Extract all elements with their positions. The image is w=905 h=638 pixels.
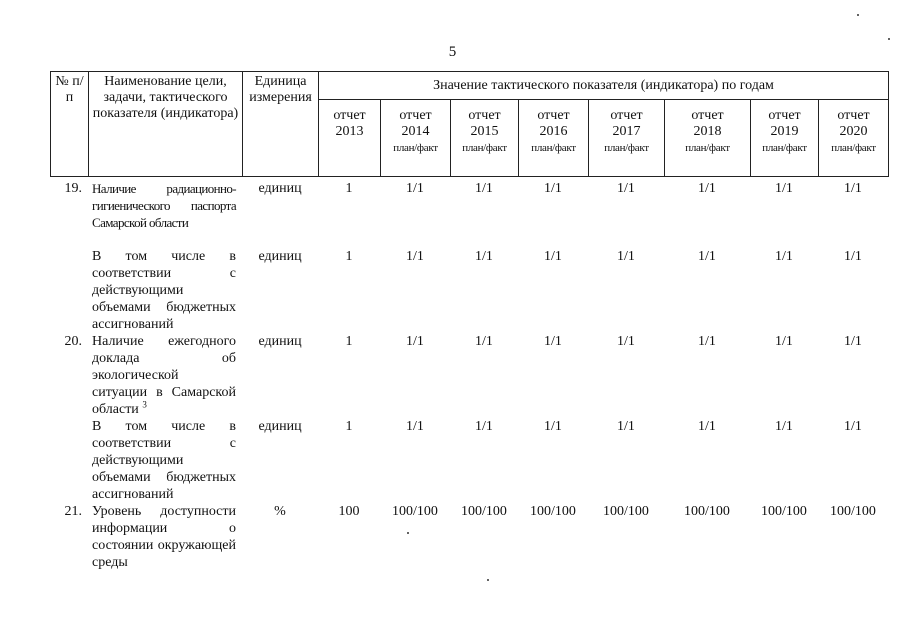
footnote-marker: 3 [142, 399, 147, 410]
table-header [50, 71, 889, 177]
header-year-label: отчет [768, 108, 801, 123]
value-cell-2020: 1/1 [844, 334, 862, 349]
header-year-2019 [751, 100, 819, 177]
indicator-name [88, 418, 242, 503]
page-number: 5 [448, 44, 457, 60]
table-row [50, 180, 888, 248]
row-number [50, 248, 88, 333]
header-year-label: отчет [333, 108, 366, 123]
header-year-plan-fact: план/факт [531, 142, 576, 154]
header-year-2017 [589, 100, 665, 177]
header-year-value: 2014 [401, 124, 430, 139]
value-cell-2020: 1/1 [844, 181, 862, 196]
value-cell-2017: 100/100 [603, 504, 649, 519]
value-cell-2017: 1/1 [617, 334, 635, 349]
header-year-2018 [665, 100, 751, 177]
value-cell-2017: 1/1 [617, 249, 635, 264]
indicator-name [88, 333, 242, 418]
value-cell-2018: 100/100 [684, 504, 730, 519]
header-year-value: 2017 [612, 124, 641, 139]
row-number [50, 418, 88, 503]
header-col-unit: Единица измерения [243, 72, 319, 177]
header-year-value: 2019 [770, 124, 799, 139]
indicator-name [88, 248, 242, 333]
header-year-2016 [519, 100, 589, 177]
value-cell-2014: 1/1 [406, 419, 424, 434]
unit-cell: единиц [258, 419, 302, 434]
header-year-value: 2016 [539, 124, 568, 139]
header-year-2013 [319, 100, 381, 177]
indicator-name [88, 503, 242, 583]
scan-speck [407, 532, 409, 534]
header-year-label: отчет [537, 108, 570, 123]
header-year-label: отчет [610, 108, 643, 123]
value-cell-2019: 1/1 [775, 181, 793, 196]
value-cell-2014: 1/1 [406, 249, 424, 264]
unit-cell: единиц [258, 181, 302, 196]
scan-speck [888, 38, 890, 40]
header-year-value: 2020 [839, 124, 868, 139]
header-year-2015 [451, 100, 519, 177]
value-cell-2020: 1/1 [844, 419, 862, 434]
header-year-label: отчет [691, 108, 724, 123]
value-cell-2019: 100/100 [761, 504, 807, 519]
indicator-name-text: В том числе в соответствии с действующими объемами бюджетных ассигнований [92, 249, 236, 332]
unit-cell: % [274, 504, 286, 519]
indicator-name-text: Уровень доступности информации о состоянии окружающей среды [92, 504, 236, 570]
value-cell-2015: 1/1 [475, 419, 493, 434]
value-cell-2018: 1/1 [698, 334, 716, 349]
indicator-name-text: Наличие радиационно-гигиенического паспорта Самарской области [92, 181, 236, 230]
header-year-value: 2018 [693, 124, 722, 139]
header-year-value: 2015 [470, 124, 499, 139]
value-cell-2018: 1/1 [698, 181, 716, 196]
header-col-name: Наименование цели, задачи, тактического показателя (индикатора) [89, 72, 243, 177]
value-cell-2015: 100/100 [461, 504, 507, 519]
header-year-plan-fact: план/факт [393, 142, 438, 154]
value-cell-2016: 1/1 [544, 181, 562, 196]
scan-speck [857, 14, 859, 16]
value-cell-2016: 100/100 [530, 504, 576, 519]
value-cell-2013: 1 [345, 181, 353, 196]
unit-cell: единиц [258, 249, 302, 264]
value-cell-2020: 100/100 [830, 504, 876, 519]
header-col-values: Значение тактического показателя (индикатора) по годам [319, 72, 889, 100]
scan-speck [487, 579, 489, 581]
header-year-plan-fact: план/факт [831, 142, 876, 154]
indicators-table [50, 180, 888, 583]
header-year-2014 [381, 100, 451, 177]
value-cell-2014: 1/1 [406, 181, 424, 196]
value-cell-2014: 100/100 [392, 504, 438, 519]
header-year-plan-fact: план/факт [604, 142, 649, 154]
table-row [50, 333, 888, 418]
value-cell-2013: 1 [345, 249, 353, 264]
value-cell-2019: 1/1 [775, 419, 793, 434]
value-cell-2017: 1/1 [617, 181, 635, 196]
header-year-value: 2013 [335, 124, 364, 139]
value-cell-2016: 1/1 [544, 419, 562, 434]
row-number: 19. [64, 181, 82, 196]
value-cell-2019: 1/1 [775, 249, 793, 264]
header-year-label: отчет [399, 108, 432, 123]
value-cell-2014: 1/1 [406, 334, 424, 349]
value-cell-2018: 1/1 [698, 419, 716, 434]
header-col-number: № п/п [51, 72, 89, 177]
value-cell-2013: 100 [338, 504, 360, 519]
value-cell-2013: 1 [345, 334, 353, 349]
table-row [50, 248, 888, 333]
header-year-plan-fact: план/факт [462, 142, 507, 154]
table-row [50, 418, 888, 503]
value-cell-2013: 1 [345, 419, 353, 434]
value-cell-2017: 1/1 [617, 419, 635, 434]
table-row [50, 503, 888, 583]
indicator-name-text: Наличие ежегодного доклада об экологической ситуации в Самарской области [92, 334, 236, 417]
header-year-plan-fact: план/факт [685, 142, 730, 154]
header-year-plan-fact: план/факт [762, 142, 807, 154]
unit-cell: единиц [258, 334, 302, 349]
header-year-label: отчет [468, 108, 501, 123]
header-year-2020 [819, 100, 889, 177]
value-cell-2015: 1/1 [475, 181, 493, 196]
value-cell-2018: 1/1 [698, 249, 716, 264]
indicator-name [88, 180, 242, 248]
row-number: 21. [64, 504, 82, 519]
header-year-label: отчет [837, 108, 870, 123]
value-cell-2015: 1/1 [475, 334, 493, 349]
value-cell-2016: 1/1 [544, 249, 562, 264]
value-cell-2020: 1/1 [844, 249, 862, 264]
value-cell-2016: 1/1 [544, 334, 562, 349]
value-cell-2015: 1/1 [475, 249, 493, 264]
row-number: 20. [64, 334, 82, 349]
value-cell-2019: 1/1 [775, 334, 793, 349]
indicator-name-text: В том числе в соответствии с действующими объемами бюджетных ассигнований [92, 419, 236, 502]
